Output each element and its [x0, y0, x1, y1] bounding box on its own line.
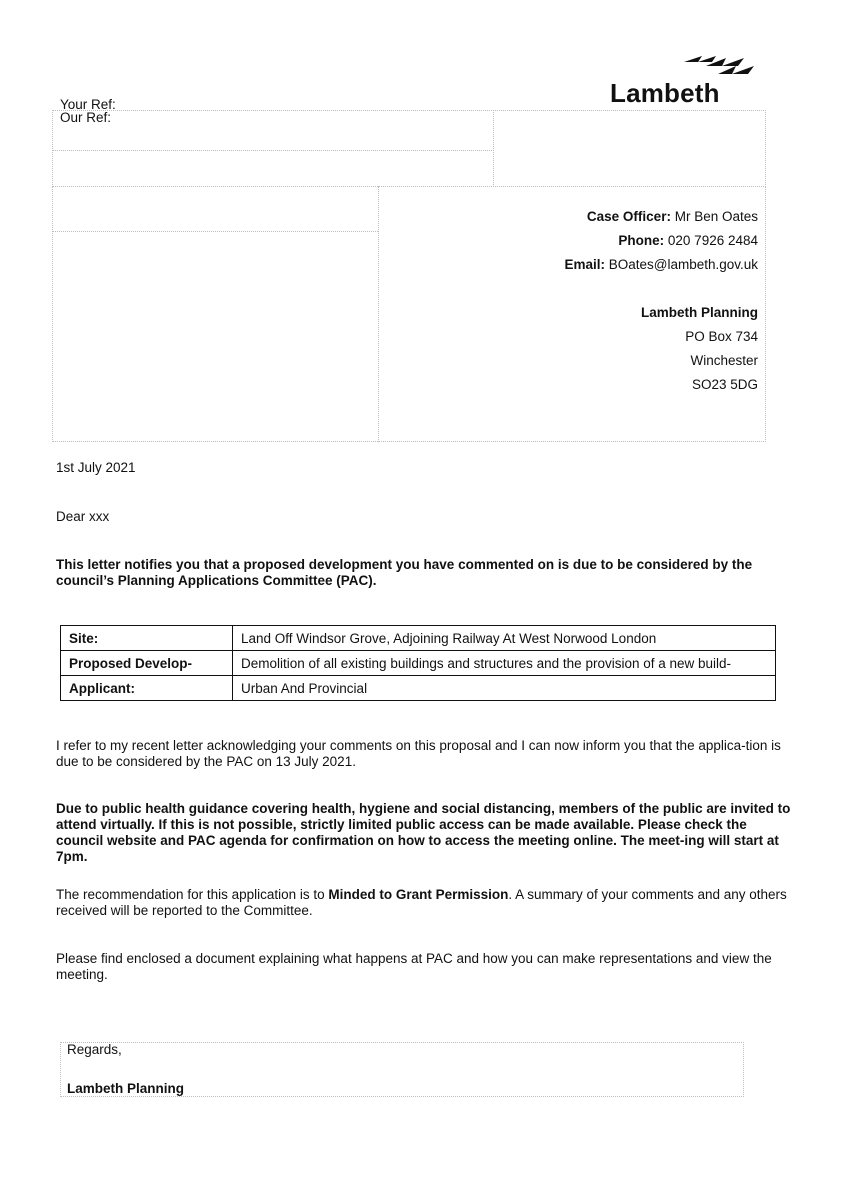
application-details-table — [60, 625, 776, 701]
proposal-value: Demolition of all existing buildings and structures and the provision of a new build- — [233, 651, 776, 676]
reference-box — [52, 110, 494, 187]
contact-block — [458, 205, 758, 397]
signature-text: Lambeth Planning — [67, 1081, 185, 1096]
table-row — [61, 626, 776, 651]
applicant-label: Applicant: — [61, 676, 233, 701]
lambeth-logo — [608, 54, 758, 110]
table-row — [61, 651, 776, 676]
recommendation-tail: . A summary of your comments and any others received will be reported to the Committee. — [56, 887, 787, 918]
recommendation-lead: The recommendation for this application is to — [56, 887, 329, 902]
divider — [378, 186, 379, 442]
case-officer-label: Case Officer: — [586, 209, 671, 224]
applicant-value: Urban And Provincial — [233, 676, 776, 701]
org-name: Lambeth Planning — [640, 305, 758, 320]
phone-line — [458, 229, 758, 253]
logo-text: Lambeth — [610, 78, 720, 108]
regards-text: Regards, — [67, 1042, 122, 1057]
address-line: PO Box 734 — [685, 329, 758, 344]
body-paragraph-3 — [56, 887, 796, 919]
letter-date: 1st July 2021 — [56, 460, 136, 475]
phone-label: Phone: — [618, 233, 665, 248]
site-value: Land Off Windsor Grove, Adjoining Railway At West Norwood London — [233, 626, 776, 651]
proposal-label: Proposed Develop- — [61, 651, 233, 676]
salutation: Dear xxx — [56, 509, 110, 524]
body-paragraph-1: I refer to my recent letter acknowledging your comments on this proposal and I can now inform you that the applica-tion is due to be considered by the PAC on 13 July 2021. — [56, 738, 781, 769]
intro-paragraph: This letter notifies you that a proposed development you have commented on is due to be considered by the council’s Planning Applications Committee (PAC). — [56, 557, 753, 588]
divider — [52, 231, 378, 232]
recommendation-value: Minded to Grant Permission — [328, 887, 509, 902]
divider — [52, 150, 494, 151]
email-value[interactable]: BOates@lambeth.gov.uk — [608, 257, 758, 272]
body-paragraph-2: Due to public health guidance covering health, hygiene and social distancing, members of the public are invited to attend virtually. If this is not possible, strictly limited public access can be made available. Please check the council website and PAC agenda for confirmation on how to access the meeting online. The meet-ing will start at 7pm. — [56, 801, 791, 864]
lambeth-logo-mark-icon — [678, 54, 758, 80]
header-right-box — [493, 110, 766, 187]
case-officer-line — [458, 205, 758, 229]
our-ref-label: Our Ref: — [60, 110, 112, 125]
case-officer-name: Mr Ben Oates — [674, 209, 758, 224]
table-row — [61, 676, 776, 701]
address-line: SO23 5DG — [691, 377, 758, 392]
site-label: Site: — [61, 626, 233, 651]
body-paragraph-4: Please find enclosed a document explaining what happens at PAC and how you can make representations and view the meeting. — [56, 951, 772, 982]
your-ref-label: Your Ref: — [60, 97, 116, 112]
email-line — [458, 253, 758, 277]
address-line: Winchester — [690, 353, 758, 368]
phone-value: 020 7926 2484 — [667, 233, 758, 248]
email-label: Email: — [564, 257, 605, 272]
